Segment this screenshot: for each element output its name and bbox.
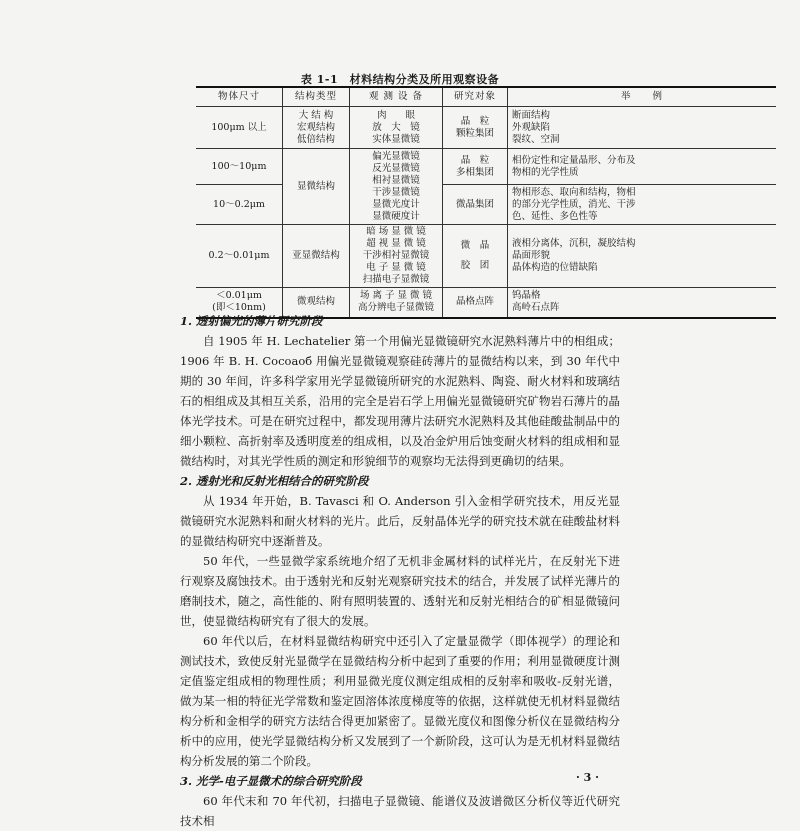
cell-size: ＜0.01μm (即＜10nm): [196, 288, 283, 318]
structure-classification-table: [196, 86, 776, 319]
cell-equipment: 场 离 子 显 微 镜 高分辨电子显微镜: [350, 288, 443, 318]
cell-example: 钨晶格 高岭石点阵: [508, 288, 777, 318]
cell-example: 相份定性和定量晶形、分布及 物相的光学性质: [508, 149, 777, 185]
paragraph: 60 年代末和 70 年代初，扫描电子显微镜、能谱仪及波谱微区分析仪等近代研究技术相: [180, 794, 620, 828]
paragraph: 自 1905 年 H. Lechatelier 第一个用偏光显微镜研究水泥熟料薄片中的相组成；1906 年 B. H. Cocoaoб 用偏光显微镜观察硅砖薄片的显微结构以来，到 30 年代中期的 30 年间，许多科学家用光学显微镜所研究的水泥熟料、陶瓷、耐火材料和玻璃结石的相组成及其相互关系，沿用的完全是岩石学上用偏光显微镜研究矿物岩石薄片的晶体光学技术。可是在研究过程中，都发现用薄片法研究水泥熟料及其他硅酸盐制品中的细小颗粒、高折射率及透明度差的组成相，以及冶金炉用后蚀变耐火材料的组成相和显微结构时，对其光学性质的测定和形貌细节的观察均无法得到更确切的结果。: [180, 334, 620, 468]
table-row: [196, 149, 776, 185]
header-object: 研究对象: [443, 87, 508, 107]
paragraph: 50 年代，一些显微学家系统地介绍了无机非金属材料的试样光片，在反射光下进行观察及腐蚀技术。由于透射光和反射光观察研究技术的结合，并发展了试样光薄片的磨制技术，随之，高性能的、附有照明装置的、透射光和反射光相结合的矿相显微镜问世，使显微结构研究有了很大的发展。: [180, 554, 620, 628]
header-equipment: 观 测 设 备: [350, 87, 443, 107]
cell-size: 0.2～0.01μm: [196, 225, 283, 288]
cell-size: 100μm 以上: [196, 107, 283, 149]
table-caption: 表 1-1 材料结构分类及所用观察设备: [300, 73, 500, 86]
header-example: 举 例: [508, 87, 777, 107]
paragraph: 60 年代以后，在材料显微结构研究中还引入了定量显微学（即体视学）的理论和测试技术，致使反射光显微学在显微结构分析中起到了重要的作用；利用显微硬度计测定值鉴定组成相的物理性质；利用显微光度仪测定组成相的反射率和吸收-反射光谱，做为某一相的特征光学常数和鉴定固溶体浓度梯度等的依据，这样就使无机材料显微结构分析和金相学的研究方法结合得更加紧密了。显微光度仪和图像分析仪在显微结构分析中的应用，使光学显微结构分析又发展到了一个新阶段，这可认为是无机材料显微结构分析发展的第二个阶段。: [180, 634, 620, 768]
cell-type: 微观结构: [283, 288, 350, 318]
cell-equipment: 偏光显微镜 反光显微镜 相衬显微镜 干涉显微镜 显微光度计 显微硬度计: [350, 149, 443, 225]
cell-equipment: 肉 眼 放 大 镜 实体显微镜: [350, 107, 443, 149]
table-row: [196, 225, 776, 288]
body-text: [180, 311, 620, 831]
cell-object: 微晶集团: [443, 185, 508, 225]
cell-example: 断面结构 外观缺陷 裂纹、空洞: [508, 107, 777, 149]
cell-type: 显微结构: [283, 149, 350, 225]
table-header-row: [196, 87, 776, 107]
section-heading: 2. 透射光和反射光相结合的研究阶段: [180, 474, 369, 488]
cell-equipment: 暗 场 显 微 镜 超 视 显 微 镜 干涉相衬显微镜 电 子 显 微 镜 扫描电子显微镜: [350, 225, 443, 288]
cell-type: 亚显微结构: [283, 225, 350, 288]
table-row: [196, 107, 776, 149]
section-heading: 1. 透射偏光的薄片研究阶段: [180, 314, 323, 328]
cell-size: 10～0.2μm: [196, 185, 283, 225]
section-heading: 3. 光学-电子显微术的综合研究阶段: [180, 774, 362, 788]
header-size: 物体尺寸: [196, 87, 283, 107]
cell-object: 晶格点阵: [443, 288, 508, 318]
cell-object: 微 晶 胶 团: [443, 225, 508, 288]
cell-object: 晶 粒 颗粒集团: [443, 107, 508, 149]
cell-object: 晶 粒 多相集团: [443, 149, 508, 185]
header-type: 结构类型: [283, 87, 350, 107]
paragraph: 从 1934 年开始，B. Tavasci 和 O. Anderson 引入金相学研究技术，用反光显微镜研究水泥熟料和耐火材料的光片。此后，反射晶体光学的研究技术就在硅酸盐材料的显微结构研究中逐渐普及。: [180, 494, 620, 548]
cell-size: 100～10μm: [196, 149, 283, 185]
cell-example: 物相形态、取向和结构，物相 的部分光学性质，消光、干涉 色、延性、多色性等: [508, 185, 777, 225]
cell-type: 大 结 构 宏观结构 低倍结构: [283, 107, 350, 149]
page-number: · 3 ·: [576, 771, 599, 784]
cell-example: 液相分离体，沉积，凝胶结构 晶面形貌 晶体构造的位错缺陷: [508, 225, 777, 288]
